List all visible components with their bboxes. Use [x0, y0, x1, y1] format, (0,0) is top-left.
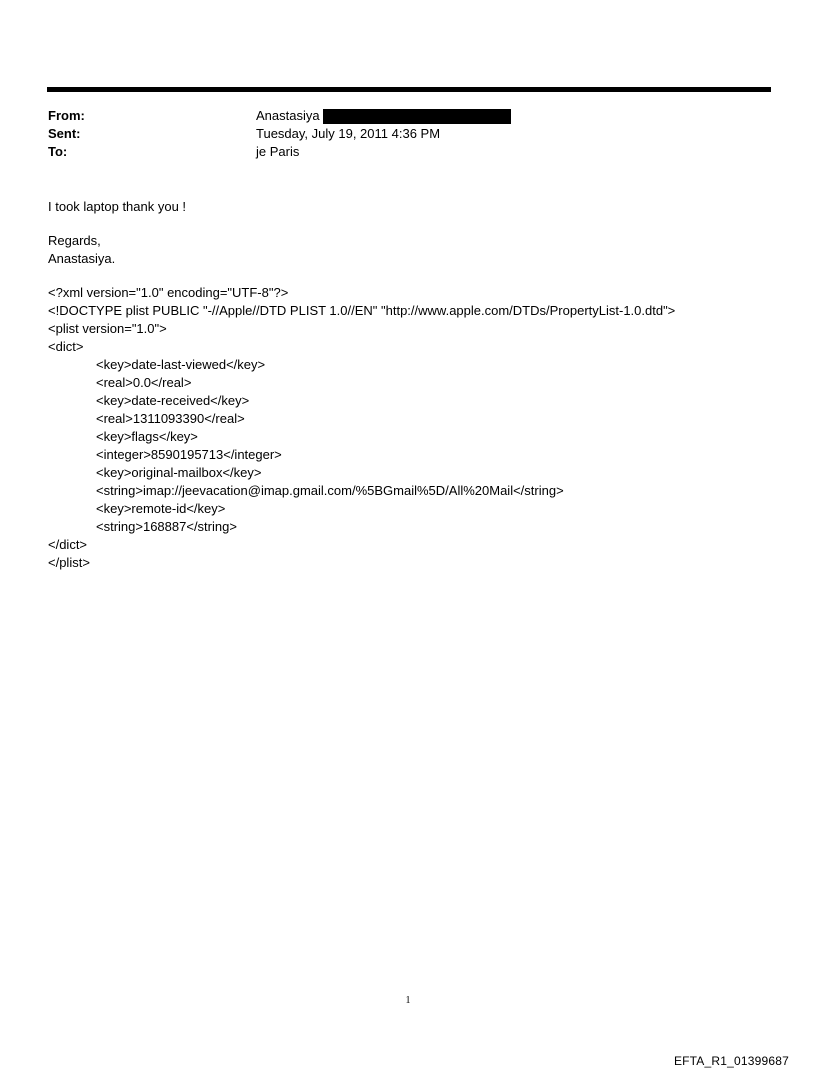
page-number: 1: [405, 995, 411, 1006]
to-row: [48, 143, 748, 161]
regards-text: Regards,: [48, 233, 101, 248]
from-value: Anastasiya: [256, 108, 320, 123]
redaction-bar: [323, 109, 511, 124]
header-divider-rule: [47, 87, 771, 92]
plist-entry: <string>imap://jeevacation@imap.gmail.com/%5BGmail%5D/All%20Mail</string>: [96, 483, 564, 498]
plist-entry: <real>0.0</real>: [96, 375, 192, 390]
plist-entry: <string>168887</string>: [96, 519, 237, 534]
to-value: je Paris: [256, 144, 300, 159]
email-header: [48, 107, 748, 161]
sent-value: Tuesday, July 19, 2011 4:36 PM: [256, 126, 441, 141]
plist-entry: <real>1311093390</real>: [96, 411, 245, 426]
to-label: To:: [48, 144, 68, 159]
message-text: I took laptop thank you !: [48, 199, 187, 214]
plist-open-tag: <plist version="1.0">: [48, 321, 167, 336]
sent-row: [48, 125, 748, 143]
plist-entry: <key>flags</key>: [96, 429, 198, 444]
doctype-line: <!DOCTYPE plist PUBLIC "-//Apple//DTD PLIST 1.0//EN" "http://www.apple.com/DTDs/PropertyList-1.0.dtd">: [48, 303, 676, 318]
dict-close-tag: </dict>: [48, 537, 88, 552]
from-label: From:: [48, 108, 85, 123]
plist-entry: <key>remote-id</key>: [96, 501, 226, 516]
plist-entry: <key>date-received</key>: [96, 393, 250, 408]
dict-open-tag: <dict>: [48, 339, 84, 354]
signature-text: Anastasiya.: [48, 251, 116, 266]
email-body: [48, 198, 788, 572]
bates-number: EFTA_R1_01399687: [673, 1054, 789, 1068]
sent-label: Sent:: [48, 126, 81, 141]
xml-declaration: <?xml version="1.0" encoding="UTF-8"?>: [48, 285, 289, 300]
from-value-wrap: [256, 107, 511, 125]
plist-entry: <key>original-mailbox</key>: [96, 465, 262, 480]
from-row: [48, 107, 748, 125]
plist-close-tag: </plist>: [48, 555, 90, 570]
plist-entry: <key>date-last-viewed</key>: [96, 357, 266, 372]
plist-entry: <integer>8590195713</integer>: [96, 447, 282, 462]
